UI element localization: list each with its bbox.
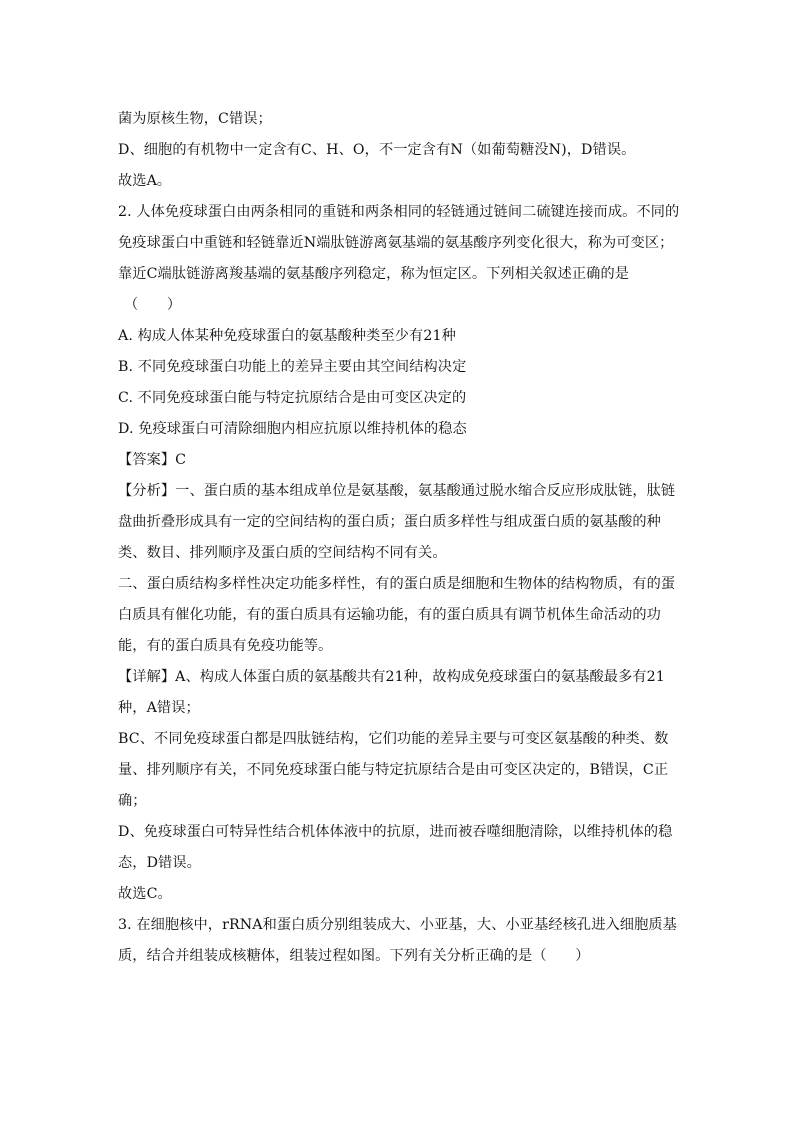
option-d: D. 免疫球蛋白可清除细胞内相应抗原以维持机体的稳态	[118, 421, 467, 437]
option-c: C. 不同免疫球蛋白能与特定抗原结合是由可变区决定的	[118, 390, 467, 406]
analysis-text: 能，有的蛋白质具有免疫功能等。	[118, 638, 333, 654]
text-line: 菌为原核生物，C错误；	[118, 111, 272, 127]
detail-text: 确；	[118, 793, 147, 809]
detail-text: 态，D错误。	[118, 855, 201, 871]
question-2-stem: 免疫球蛋白中重链和轻链靠近N端肽链游离氨基端的氨基酸序列变化很大，称为可变区；	[118, 235, 674, 251]
analysis-text: 白质具有催化功能，有的蛋白质具有运输功能，有的蛋白质具有调节机体生命活动的功	[118, 607, 661, 623]
detail-text: 种，A错误；	[118, 700, 200, 716]
question-2-stem: 2. 人体免疫球蛋白由两条相同的重链和两条相同的轻链通过链间二硫键连接而成。不同的	[118, 204, 680, 220]
document-body	[118, 104, 678, 972]
analysis-text: 盘曲折叠形成具有一定的空间结构的蛋白质；蛋白质多样性与组成蛋白质的氨基酸的种	[118, 514, 661, 530]
text-line: D、细胞的有机物中一定含有C、H、O，不一定含有N（如葡萄糖没N)，D错误。	[118, 142, 636, 158]
analysis-text: 二、蛋白质结构多样性决定功能多样性，有的蛋白质是细胞和生物体的结构物质，有的蛋	[118, 576, 676, 592]
detail-text: 【详解】A、构成人体蛋白质的氨基酸共有21种，故构成免疫球蛋白的氨基酸最多有21	[118, 669, 665, 685]
text-line: 故选A。	[118, 173, 172, 189]
question-2-stem: 靠近C端肽链游离羧基端的氨基酸序列稳定，称为恒定区。下列相关叙述正确的是	[118, 266, 630, 282]
detail-text: D、免疫球蛋白可特异性结合机体体液中的抗原，进而被吞噬细胞清除，以维持机体的稳	[118, 824, 673, 840]
detail-text: 量、排列顺序有关，不同免疫球蛋白能与特定抗原结合是由可变区决定的，B错误，C正	[118, 762, 669, 778]
option-a: A. 构成人体某种免疫球蛋白的氨基酸种类至少有21种	[118, 328, 456, 344]
analysis-text: 【分析】一、蛋白质的基本组成单位是氨基酸，氨基酸通过脱水缩合反应形成肽链，肽链	[118, 483, 676, 499]
conclusion-line: 故选C。	[118, 886, 172, 902]
question-3-stem: 质，结合并组装成核糖体，组装过程如图。下列有关分析正确的是（ ）	[118, 948, 590, 964]
option-b: B. 不同免疫球蛋白功能上的差异主要由其空间结构决定	[118, 359, 467, 375]
question-3-stem: 3. 在细胞核中，rRNA和蛋白质分别组装成大、小亚基，大、小亚基经核孔进入细胞质基	[118, 917, 677, 933]
detail-text: BC、不同免疫球蛋白都是四肽链结构，它们功能的差异主要与可变区氨基酸的种类、数	[118, 731, 669, 747]
answer-blank: （ ）	[124, 297, 182, 313]
answer-line: 【答案】C	[118, 452, 187, 468]
analysis-text: 类、数目、排列顺序及蛋白质的空间结构不同有关。	[118, 545, 447, 561]
